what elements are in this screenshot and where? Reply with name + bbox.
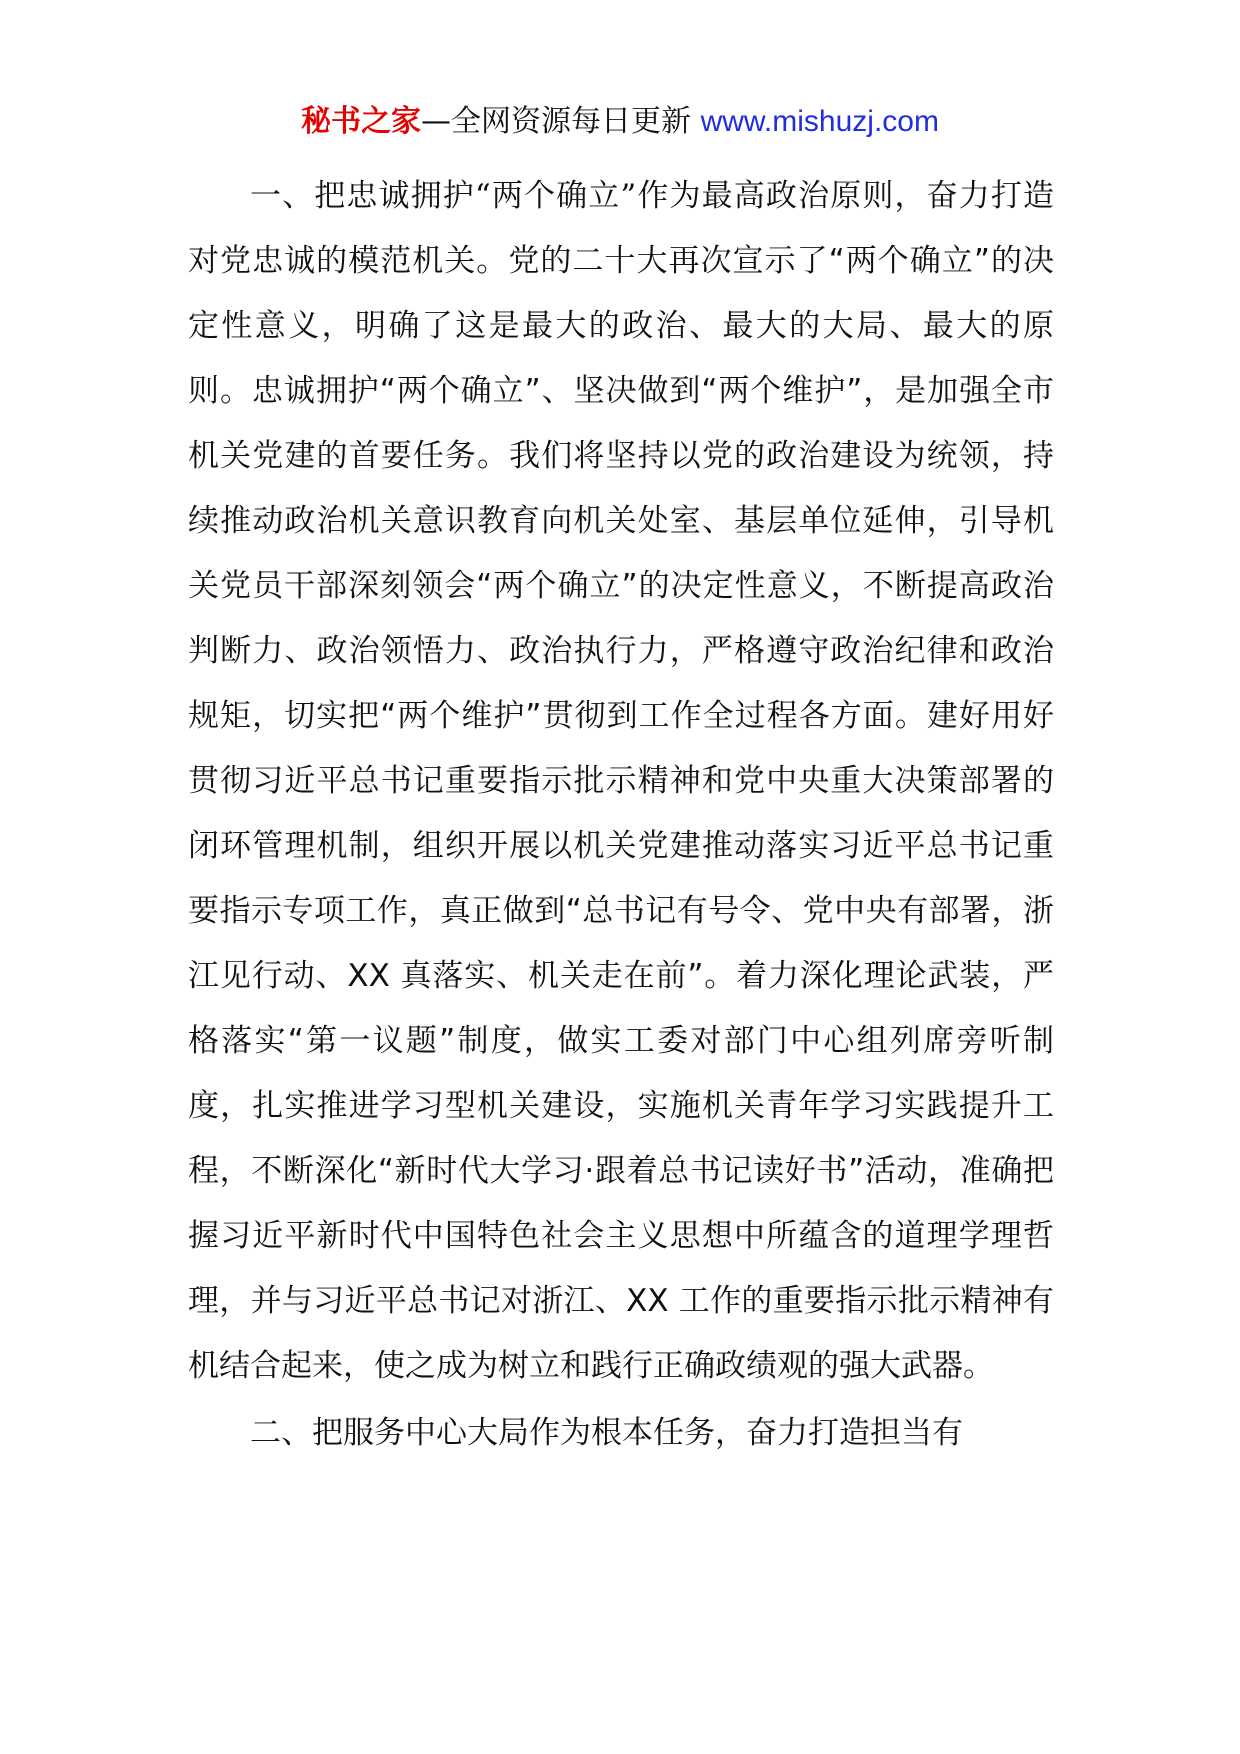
document-body xyxy=(188,164,1054,1468)
header-slogan: —全网资源每日更新 xyxy=(421,104,701,139)
paragraph-1-heading: 一、把忠诚拥护“两个确立”作为最高政治原则，奋力打造对党忠诚的模范机关。 xyxy=(188,178,1054,279)
header-url[interactable]: www.mishuzj.com xyxy=(700,105,939,138)
paragraph-1-text: 党的二十大再次宣示了“两个确立”的决定性意义，明确了这是最大的政治、最大的大局、最大的原则。忠诚拥护“两个确立”、坚决做到“两个维护”，是加强全市机关党建的首要任务。我们将坚持以党的政治建设为统领，持续推动政治机关意识教育向机关处室、基层单位延伸，引导机关党员干部深刻领会“两个确立”的决定性意义，不断提高政治判断力、政治领悟力、政治执行力，严格遵守政治纪律和政治规矩，切实把“两个维护”贯彻到工作全过程各方面。建好用好贯彻习近平总书记重要指示批示精神和党中央重大决策部署的闭环管理机制，组织开展以机关党建推动落实习近平总书记重要指示专项工作，真正做到“总书记有号令、党中央有部署，浙江见行动、XX 真落实、机关走在前”。着力深化理论武装，严格落实“第一议题”制度，做实工委对部门中心组列席旁听制度，扎实推进学习型机关建设，实施机关青年学习实践提升工程，不断深化“新时代大学习·跟着总书记读好书”活动，准确把握习近平新时代中国特色社会主义思想中所蕴含的道理学理哲理，并与习近平总书记对浙江、XX 工作的重要指示批示精神有机结合起来，使之成为树立和践行正确政绩观的强大武器。 xyxy=(188,243,1054,1384)
paragraph-2 xyxy=(188,1401,1054,1466)
paragraph-1 xyxy=(188,164,1054,1399)
paragraph-2-heading: 二、把服务中心大局作为根本任务，奋力打造担当有 xyxy=(250,1415,963,1451)
page-header xyxy=(0,100,1240,144)
brand-name: 秘书之家 xyxy=(301,104,422,139)
